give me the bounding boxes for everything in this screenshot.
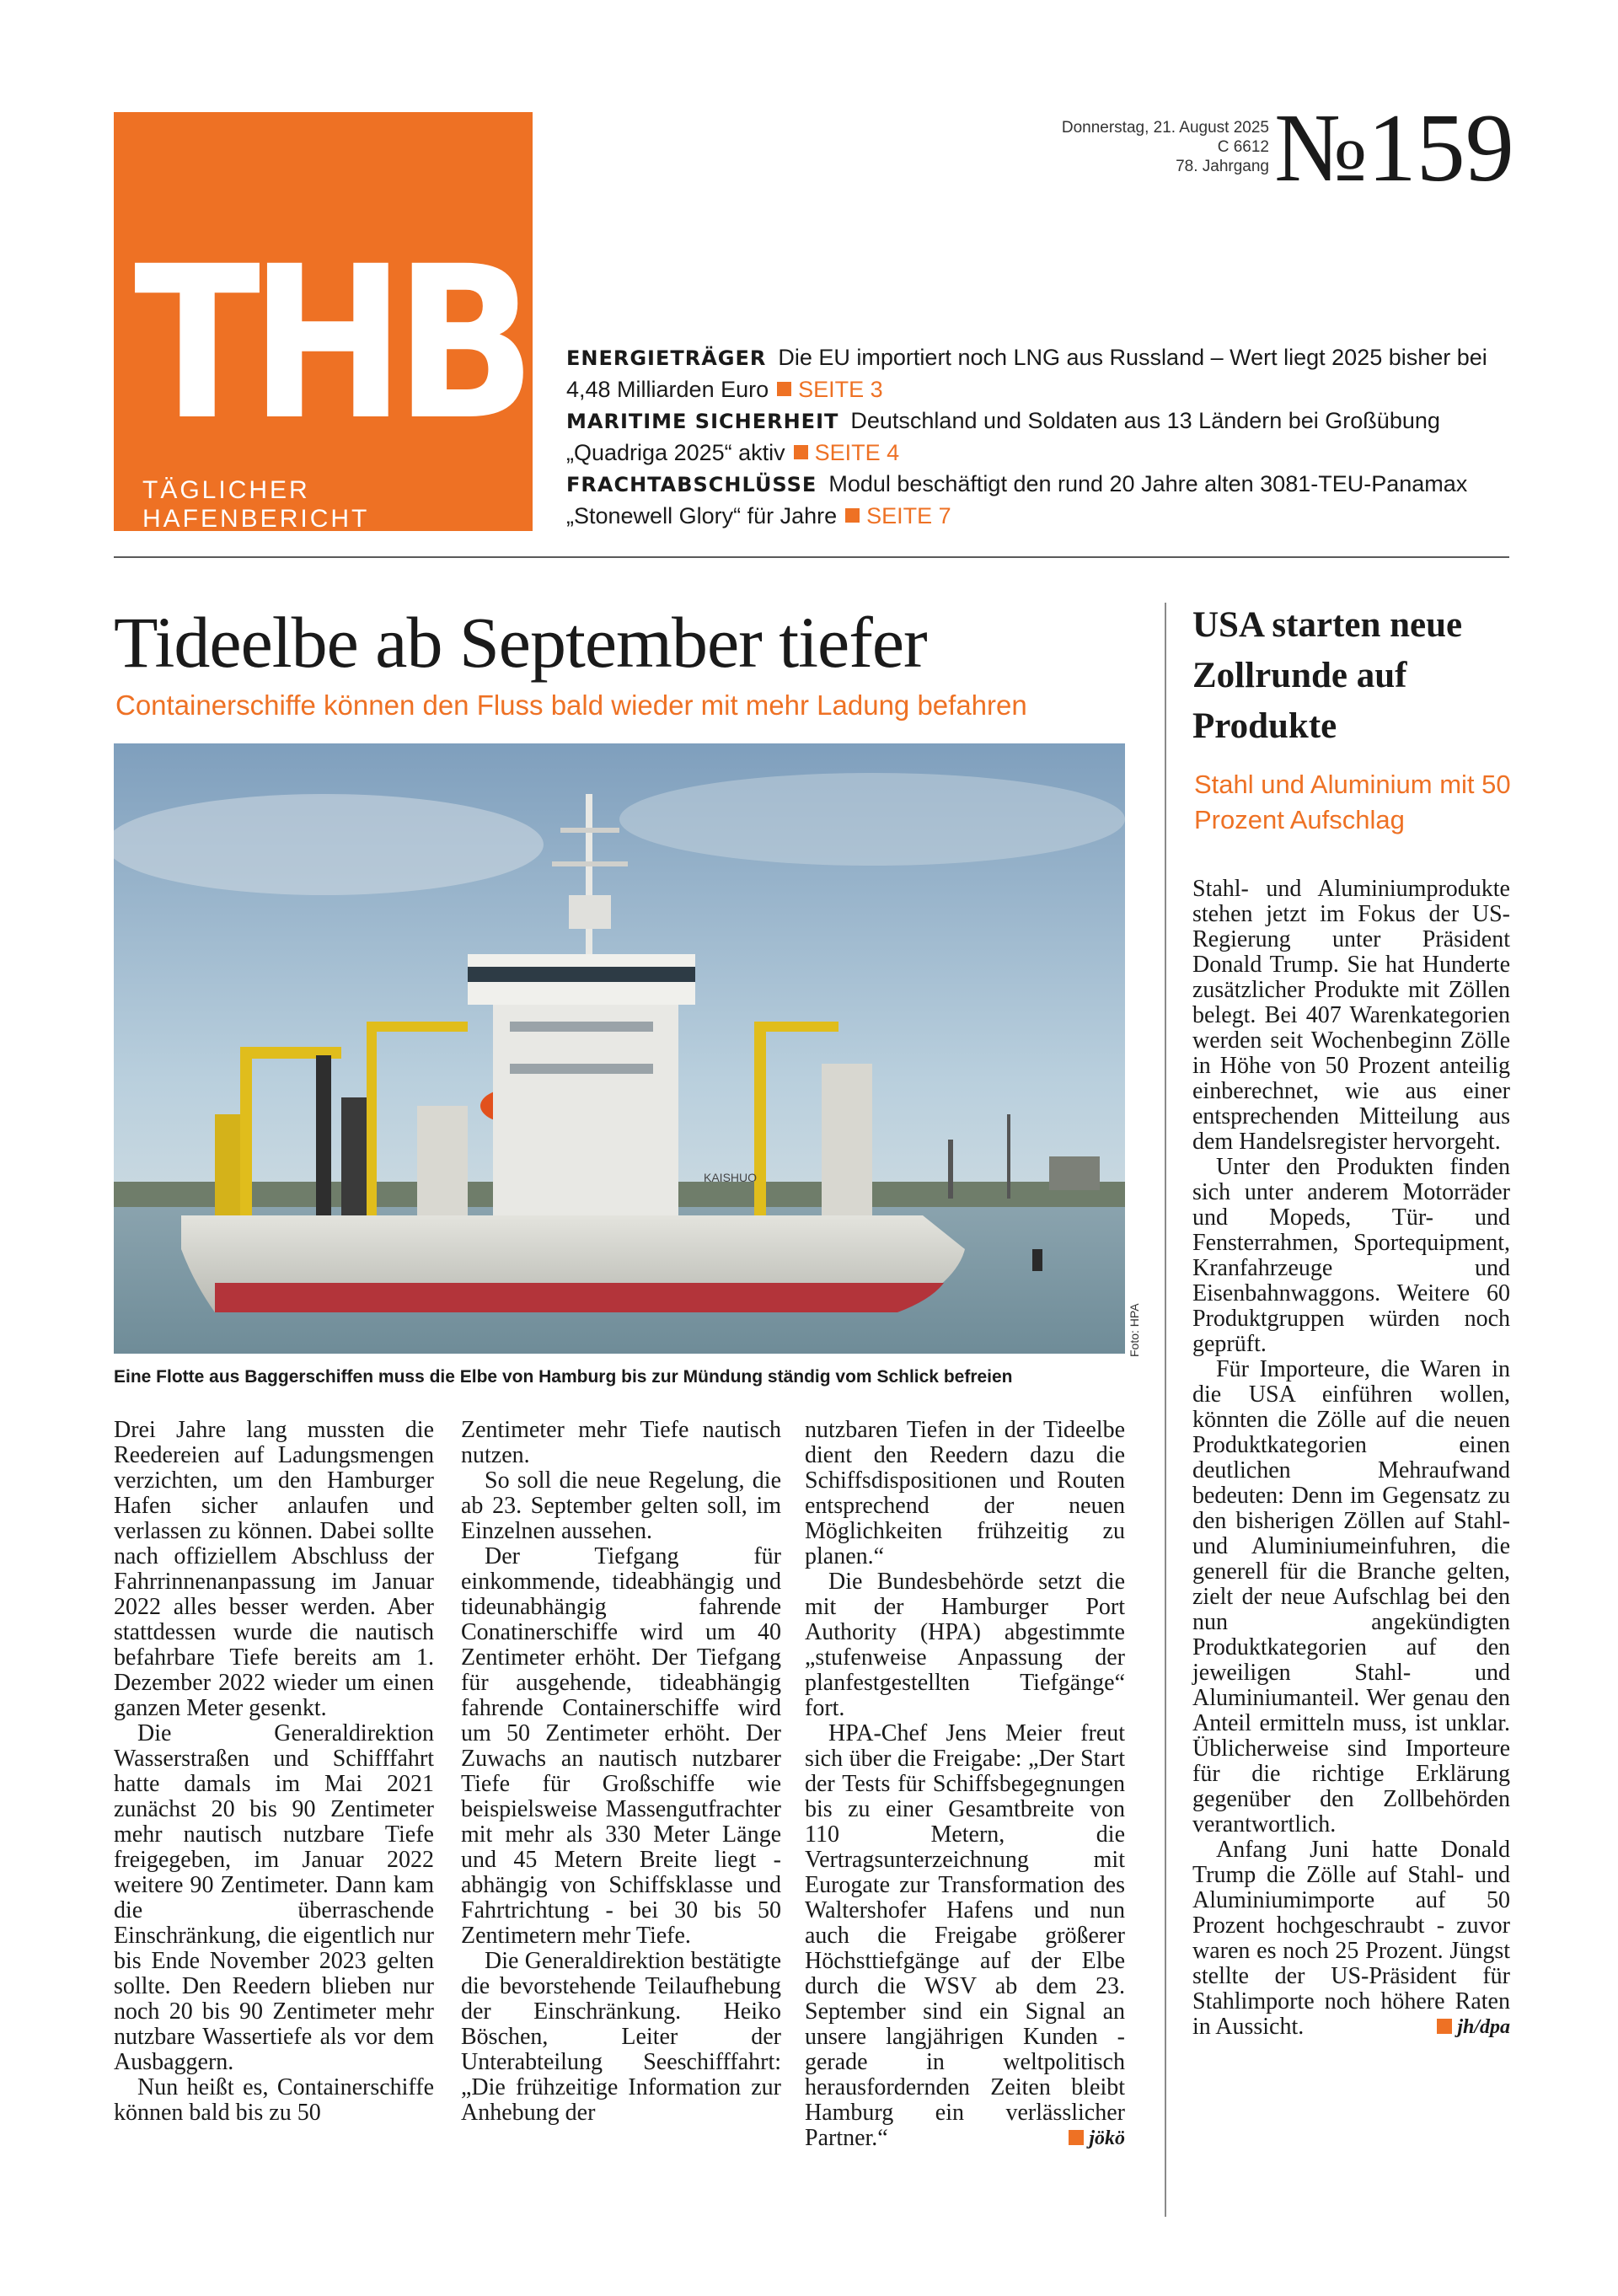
- issue-number-block: [1274, 94, 1514, 202]
- teaser-page-link[interactable]: [794, 440, 900, 465]
- lead-subtitle: Containerschiffe können den Fluss bald wieder mit mehr Ladung befahren: [115, 689, 1027, 721]
- teaser-list: [566, 342, 1510, 532]
- issue-number-mark: №: [1274, 94, 1368, 202]
- teaser-keyword: ENERGIETRÄGER: [566, 346, 767, 370]
- paragraph: Drei Jahre lang mussten die Reedereien auf Ladungsmengen verzichten, um den Hamburger Hafen sicher anlaufen und verlassen zu können. Dabei sollte nach offiziellem Abschluss der Fahrrinnenanpassung im Januar 2022 alles besser werden. Aber stattdessen wurde die nautisch befahrbare Tiefe bereits am 1. Dezember 2022 wieder um einen ganzen Meter gesenkt.: [114, 1417, 434, 1721]
- thb-logo: [114, 112, 533, 531]
- paragraph: Die Bundesbehörde setzt die mit der Hamburger Port Authority (HPA) abgestimmte „stufenweise Anpassung der planfestgestellten Tiefgänge“ fort.: [805, 1569, 1125, 1721]
- author-name: jökö: [1089, 2127, 1125, 2149]
- dredger-ship-illustration: [114, 743, 1125, 1354]
- paragraph: Unter den Produkten finden sich unter anderem Motorräder und Mopeds, Tür- und Fensterrahmen, Sportequipment, Kranfahrzeuge und Eisenbahnwaggons. Weitere 60 Produktgruppen würden noch geprüft.: [1192, 1154, 1510, 1357]
- paragraph: Nun heißt es, Containerschiffe können bald bis zu 50: [114, 2074, 434, 2126]
- teaser-page-label: SEITE 3: [798, 377, 883, 402]
- teaser-page-link[interactable]: [845, 503, 951, 528]
- lead-body-column-3: [805, 1418, 1125, 2151]
- paragraph: nutzbaren Tiefen in der Tideelbe dient den Reedern dazu die Schiffsdispositionen und Routen entsprechend der neuen Möglichkeiten frühzeitig zu planen.“: [805, 1417, 1125, 1569]
- teaser-keyword: FRACHTABSCHLÜSSE: [566, 473, 817, 496]
- teaser-keyword: MARITIME SICHERHEIT: [566, 410, 839, 433]
- teaser-text: Die EU importiert noch LNG aus Russland – Wert liegt 2025 bisher bei 4,48 Milliarden Euro: [566, 345, 1487, 402]
- teaser-frachtabschluesse[interactable]: [566, 469, 1510, 532]
- paragraph: HPA-Chef Jens Meier freut sich über die Freigabe: „Der Start der Tests für Schiffsbegegnungen bis zu einer Gesamtbreite von 110 Metern, die Vertragsunterzeichnung mit Eurogate zur Transformation des Waltershofer Hafens und nun auch die Freigabe größerer Höchsttiefgänge auf der Elbe durch die WSV ab dem 23. September sind ein Signal an unsere langjährigen Kunden - gerade in weltpolitisch herausfordernden Zeiten bleibt Hamburg ein verlässlicher Partner.“: [805, 1720, 1125, 2151]
- teaser-energietraeger[interactable]: [566, 342, 1510, 405]
- paragraph: Für Importeure, die Waren in die USA einführen wollen, könnten die Zölle auf die neuen Produktkategorien einen deutlichen Mehraufwand bedeuten: Denn im Gegensatz zu den bisherigen Zöllen auf Stahl- und Aluminiumeinfuhren, die generell für die Branche gelten, zielt der neue Aufschlag bei den nun angekündigten Produktkategorien auf den jeweiligen Stahl- und Aluminiumanteil. Wer genau den Anteil ermitteln muss, ist unklar. Üblicherweise sind Importeure für die richtige Erklärung gegenüber den Zollbehörden verantwortlich.: [1192, 1356, 1510, 1837]
- paragraph: Die Generaldirektion bestätigte die bevorstehende Teilaufhebung der Einschränkung. Heiko Böschen, Leiter der Unterabteilung Seeschifffahrt: „Die frühzeitige Information zur Anhebung der: [461, 1948, 781, 2126]
- issue-volume: 78. Jahrgang: [1176, 158, 1269, 175]
- author-name: jh/dpa: [1457, 2016, 1510, 2038]
- issue-number: 159: [1367, 94, 1514, 202]
- issue-code: C 6612: [1217, 138, 1269, 156]
- teaser-page-link[interactable]: [777, 377, 883, 402]
- orange-square-icon: [1069, 2130, 1084, 2145]
- photo-credit: Foto: HPA: [1128, 1303, 1141, 1357]
- lead-photo: [114, 743, 1125, 1354]
- teaser-page-label: SEITE 4: [814, 440, 900, 465]
- lead-body-column-1: [114, 1418, 434, 2126]
- side-headline: USA starten neue Zollrunde auf Produkte: [1192, 605, 1463, 746]
- column-divider: [1165, 603, 1166, 2217]
- paragraph: Zentimeter mehr Tiefe nautisch nutzen.: [461, 1417, 781, 1468]
- logo-subtitle: TÄGLICHER HAFENBERICHT: [142, 476, 370, 533]
- orange-square-icon: [1437, 2019, 1452, 2034]
- ship-name-label: KAISHUO: [704, 1171, 758, 1184]
- photo-caption: Eine Flotte aus Baggerschiffen muss die Elbe von Hamburg bis zur Mündung ständig vom Schlick befreien: [114, 1367, 1013, 1387]
- paragraph: So soll die neue Regelung, die ab 23. September gelten soll, im Einzelnen aussehen.: [461, 1467, 781, 1544]
- orange-square-icon: [794, 445, 808, 459]
- header-divider: [114, 556, 1509, 558]
- issue-meta: [1062, 118, 1269, 176]
- teaser-page-label: SEITE 7: [866, 503, 951, 528]
- teaser-text: Modul beschäftigt den rund 20 Jahre alten 3081-TEU-Panamax „Stonewell Glory“ für Jahre: [566, 471, 1468, 528]
- side-body: [1192, 877, 1510, 2040]
- lead-headline: Tideelbe ab September tiefer: [114, 602, 927, 683]
- paragraph: Stahl- und Aluminiumprodukte stehen jetzt im Fokus der US-Regierung unter Präsident Donald Trump. Sie hat Hunderte zusätzlicher Produkte mit Zöllen belegt. Bei 407 Warenkategorien werden seit Wochenbeginn Zölle in Höhe von 50 Prozent anteilig einberechnet, wie aus einer entsprechenden Mitteilung aus dem Handelsregister hervorgeht.: [1192, 876, 1510, 1155]
- teaser-text: Deutschland und Soldaten aus 13 Ländern bei Großübung „Quadriga 2025“ aktiv: [566, 408, 1440, 465]
- paragraph: Anfang Juni hatte Donald Trump die Zölle auf Stahl- und Aluminiumimporte auf 50 Prozent hochgeschraubt - zuvor waren es noch 25 Prozent. Jüngst stellte der US-Präsident für Stahlimporte noch höhere Raten in Aussicht.: [1192, 1837, 1510, 2040]
- logo-text: THB: [134, 221, 526, 466]
- orange-square-icon: [777, 382, 791, 396]
- paragraph: Der Tiefgang für einkommende, tideabhängig und tideunabhängig fahrende Conatinerschiffe wird um 40 Zentimeter erhöht. Der Tiefgang für ausgehende, tideabhängig fahrende Containerschiffe wird um 50 Zentimeter erhöht. Der Zuwachs an nautisch nutzbarer Tiefe für Großschiffe wie beispielsweise Massengutfrachter mit mehr als 330 Meter Länge und 45 Metern Breite liegt - abhängig von Schiffsklasse und Fahrtrichtung - bei 30 bis 50 Zentimetern mehr Tiefe.: [461, 1543, 781, 1949]
- orange-square-icon: [845, 508, 860, 523]
- paragraph: Die Generaldirektion Wasserstraßen und Schifffahrt hatte damals im Mai 2021 zunächst 20 bis 90 Zentimeter mehr nautisch nutzbare Tiefe freigegeben, im Januar 2022 weitere 90 Zentimeter. Dann kam die überraschende Einschränkung, die eigentlich nur bis Ende November 2023 gelten sollte. Den Reedern blieben nur noch 20 bis 90 Zentimeter mehr nutzbare Wassertiefe als vor dem Ausbaggern.: [114, 1720, 434, 2075]
- teaser-maritime-sicherheit[interactable]: [566, 405, 1510, 469]
- side-subtitle: Stahl und Aluminium mit 50 Prozent Aufschlag: [1194, 770, 1511, 834]
- lead-body-column-2: [461, 1418, 781, 2126]
- issue-date: Donnerstag, 21. August 2025: [1061, 119, 1269, 137]
